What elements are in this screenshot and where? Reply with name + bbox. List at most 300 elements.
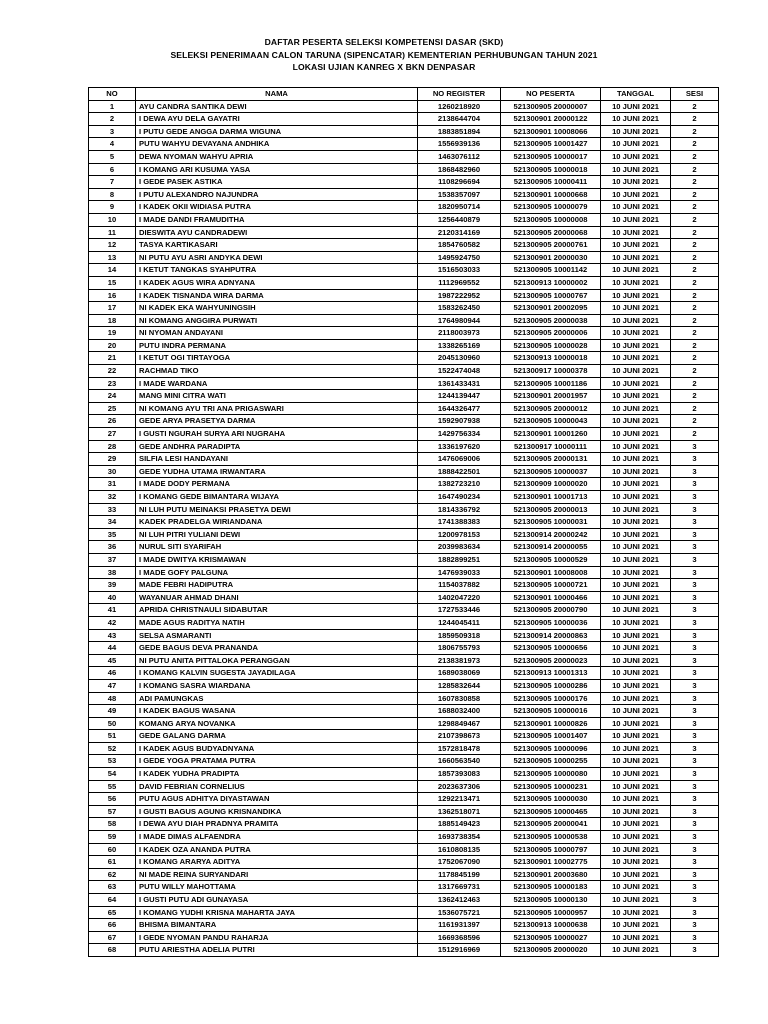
cell-no-peserta: 521300905 20000761 xyxy=(501,239,601,252)
cell-sesi: 3 xyxy=(671,453,719,466)
table-row xyxy=(89,667,719,680)
cell-sesi: 3 xyxy=(671,805,719,818)
cell-no-register: 1859509318 xyxy=(418,629,501,642)
cell-no-register: 2107398673 xyxy=(418,730,501,743)
document-subtitle: SELEKSI PENERIMAAN CALON TARUNA (SIPENCATAR) KEMENTERIAN PERHUBUNGAN TAHUN 2021 xyxy=(170,49,598,60)
table-row xyxy=(89,566,719,579)
cell-sesi: 3 xyxy=(671,894,719,907)
cell-no-peserta: 521300917 10000378 xyxy=(501,365,601,378)
table-row xyxy=(89,138,719,151)
table-row xyxy=(89,931,719,944)
cell-sesi: 3 xyxy=(671,541,719,554)
cell-no-register: 1857393083 xyxy=(418,768,501,781)
cell-no: 9 xyxy=(89,201,136,214)
cell-no-peserta: 521300905 10000018 xyxy=(501,163,601,176)
cell-no: 59 xyxy=(89,831,136,844)
cell-nama: I GUSTI NGURAH SURYA ARI NUGRAHA xyxy=(136,428,418,441)
cell-nama: NI LUH PITRI YULIANI DEWI xyxy=(136,528,418,541)
cell-sesi: 3 xyxy=(671,793,719,806)
cell-sesi: 2 xyxy=(671,239,719,252)
cell-no-peserta: 521300905 10000080 xyxy=(501,768,601,781)
cell-nama: NI MADE REINA SURYANDARI xyxy=(136,868,418,881)
cell-tanggal: 10 JUNI 2021 xyxy=(601,352,671,365)
cell-no-peserta: 521300905 10000529 xyxy=(501,553,601,566)
cell-nama: I DEWA AYU DELA GAYATRI xyxy=(136,113,418,126)
cell-tanggal: 10 JUNI 2021 xyxy=(601,894,671,907)
cell-sesi: 2 xyxy=(671,390,719,403)
cell-sesi: 3 xyxy=(671,579,719,592)
cell-sesi: 3 xyxy=(671,629,719,642)
cell-no: 28 xyxy=(89,440,136,453)
table-row xyxy=(89,390,719,403)
cell-sesi: 2 xyxy=(671,138,719,151)
cell-nama: AYU CANDRA SANTIKA DEWI xyxy=(136,100,418,113)
cell-no: 23 xyxy=(89,377,136,390)
document-title: DAFTAR PESERTA SELEKSI KOMPETENSI DASAR (SKD) xyxy=(264,37,504,47)
cell-no: 49 xyxy=(89,705,136,718)
cell-no-peserta: 521300905 20000013 xyxy=(501,503,601,516)
cell-tanggal: 10 JUNI 2021 xyxy=(601,440,671,453)
cell-no-peserta: 521300901 10000466 xyxy=(501,591,601,604)
cell-no-peserta: 521300917 10000111 xyxy=(501,440,601,453)
cell-no-peserta: 521300901 20002095 xyxy=(501,302,601,315)
cell-no-register: 1362518071 xyxy=(418,805,501,818)
cell-sesi: 2 xyxy=(671,339,719,352)
cell-nama: ADI PAMUNGKAS xyxy=(136,692,418,705)
table-row xyxy=(89,352,719,365)
cell-no-peserta: 521300905 10000079 xyxy=(501,201,601,214)
table-row xyxy=(89,579,719,592)
cell-tanggal: 10 JUNI 2021 xyxy=(601,201,671,214)
cell-no-register: 1987222952 xyxy=(418,289,501,302)
cell-nama: NI KADEK EKA WAHYUNINGSIH xyxy=(136,302,418,315)
cell-no: 4 xyxy=(89,138,136,151)
cell-sesi: 2 xyxy=(671,163,719,176)
cell-sesi: 3 xyxy=(671,503,719,516)
cell-nama: I MADE DODY PERMANA xyxy=(136,478,418,491)
cell-sesi: 3 xyxy=(671,843,719,856)
cell-tanggal: 10 JUNI 2021 xyxy=(601,856,671,869)
cell-sesi: 3 xyxy=(671,667,719,680)
cell-no: 7 xyxy=(89,176,136,189)
cell-no-register: 1244139447 xyxy=(418,390,501,403)
table-row xyxy=(89,503,719,516)
cell-nama: I MADE DWITYA KRISMAWAN xyxy=(136,553,418,566)
cell-no-peserta: 521300913 10000638 xyxy=(501,919,601,932)
cell-sesi: 2 xyxy=(671,314,719,327)
cell-sesi: 2 xyxy=(671,100,719,113)
cell-no-register: 2045130960 xyxy=(418,352,501,365)
cell-sesi: 2 xyxy=(671,150,719,163)
cell-no-peserta: 521300905 10000957 xyxy=(501,906,601,919)
cell-nama: I KADEK OKII WIDIASA PUTRA xyxy=(136,201,418,214)
cell-nama: I KOMANG ARARYA ADITYA xyxy=(136,856,418,869)
cell-tanggal: 10 JUNI 2021 xyxy=(601,465,671,478)
table-row xyxy=(89,213,719,226)
cell-no: 46 xyxy=(89,667,136,680)
table-row xyxy=(89,150,719,163)
cell-tanggal: 10 JUNI 2021 xyxy=(601,717,671,730)
cell-nama: GEDE BAGUS DEVA PRANANDA xyxy=(136,642,418,655)
table-body xyxy=(89,100,719,956)
cell-sesi: 2 xyxy=(671,428,719,441)
cell-no-register: 1244045411 xyxy=(418,616,501,629)
table-row xyxy=(89,742,719,755)
cell-nama: BHISMA BIMANTARA xyxy=(136,919,418,932)
cell-no-register: 1647490234 xyxy=(418,491,501,504)
table-row xyxy=(89,289,719,302)
cell-no-register: 1298849467 xyxy=(418,717,501,730)
cell-sesi: 3 xyxy=(671,818,719,831)
cell-no: 6 xyxy=(89,163,136,176)
cell-no-peserta: 521300905 20000038 xyxy=(501,314,601,327)
cell-no-register: 1883851894 xyxy=(418,125,501,138)
cell-no-peserta: 521300905 10000721 xyxy=(501,579,601,592)
table-row xyxy=(89,881,719,894)
cell-no: 43 xyxy=(89,629,136,642)
cell-no-peserta: 521300901 20003680 xyxy=(501,868,601,881)
cell-nama: NI PUTU AYU ASRI ANDYKA DEWI xyxy=(136,251,418,264)
cell-sesi: 2 xyxy=(671,402,719,415)
cell-tanggal: 10 JUNI 2021 xyxy=(601,742,671,755)
table-row xyxy=(89,780,719,793)
cell-no: 44 xyxy=(89,642,136,655)
cell-no: 11 xyxy=(89,226,136,239)
table-row xyxy=(89,339,719,352)
cell-sesi: 2 xyxy=(671,415,719,428)
cell-no-peserta: 521300901 10000826 xyxy=(501,717,601,730)
cell-no-register: 1495924750 xyxy=(418,251,501,264)
table-row xyxy=(89,642,719,655)
cell-no-register: 1154037882 xyxy=(418,579,501,592)
cell-sesi: 3 xyxy=(671,868,719,881)
cell-nama: PUTU WAHYU DEVAYANA ANDHIKA xyxy=(136,138,418,151)
cell-sesi: 2 xyxy=(671,188,719,201)
cell-sesi: 2 xyxy=(671,201,719,214)
cell-tanggal: 10 JUNI 2021 xyxy=(601,705,671,718)
cell-tanggal: 10 JUNI 2021 xyxy=(601,163,671,176)
table-row xyxy=(89,793,719,806)
cell-nama: I PUTU ALEXANDRO NAJUNDRA xyxy=(136,188,418,201)
cell-sesi: 3 xyxy=(671,780,719,793)
table-row xyxy=(89,906,719,919)
cell-nama: I GEDE NYOMAN PANDU RAHARJA xyxy=(136,931,418,944)
cell-no-register: 1854760582 xyxy=(418,239,501,252)
cell-nama: PUTU INDRA PERMANA xyxy=(136,339,418,352)
cell-nama: KADEK PRADELGA WIRIANDANA xyxy=(136,516,418,529)
cell-no: 14 xyxy=(89,264,136,277)
cell-tanggal: 10 JUNI 2021 xyxy=(601,365,671,378)
cell-no-register: 1361433431 xyxy=(418,377,501,390)
cell-no-register: 1882899251 xyxy=(418,553,501,566)
cell-no-register: 1660563540 xyxy=(418,755,501,768)
cell-no-register: 1814336792 xyxy=(418,503,501,516)
cell-no-peserta: 521300905 10000036 xyxy=(501,616,601,629)
table-row xyxy=(89,377,719,390)
cell-no: 34 xyxy=(89,516,136,529)
column-header-tanggal: TANGGAL xyxy=(601,88,671,101)
cell-no: 15 xyxy=(89,276,136,289)
cell-no-peserta: 521300901 20000030 xyxy=(501,251,601,264)
cell-sesi: 2 xyxy=(671,226,719,239)
cell-sesi: 3 xyxy=(671,465,719,478)
table-row xyxy=(89,100,719,113)
cell-nama: NI PUTU ANITA PITTALOKA PERANGGAN xyxy=(136,654,418,667)
cell-nama: I KOMANG YUDHI KRISNA MAHARTA JAYA xyxy=(136,906,418,919)
cell-nama: I MADE DIMAS ALFAENDRA xyxy=(136,831,418,844)
cell-nama: GEDE YUDHA UTAMA IRWANTARA xyxy=(136,465,418,478)
table-row xyxy=(89,302,719,315)
cell-tanggal: 10 JUNI 2021 xyxy=(601,339,671,352)
cell-no: 51 xyxy=(89,730,136,743)
cell-nama: GEDE GALANG DARMA xyxy=(136,730,418,743)
cell-no: 27 xyxy=(89,428,136,441)
cell-nama: I MADE WARDANA xyxy=(136,377,418,390)
table-row xyxy=(89,705,719,718)
cell-sesi: 3 xyxy=(671,931,719,944)
cell-no-register: 1806755793 xyxy=(418,642,501,655)
cell-no: 57 xyxy=(89,805,136,818)
cell-tanggal: 10 JUNI 2021 xyxy=(601,579,671,592)
table-row xyxy=(89,251,719,264)
cell-no-register: 1572818478 xyxy=(418,742,501,755)
cell-sesi: 2 xyxy=(671,276,719,289)
cell-no-peserta: 521300901 10008008 xyxy=(501,566,601,579)
cell-sesi: 2 xyxy=(671,352,719,365)
column-header-no-peserta: NO PESERTA xyxy=(501,88,601,101)
cell-no-register: 1516503033 xyxy=(418,264,501,277)
cell-nama: I KETUT TANGKAS SYAHPUTRA xyxy=(136,264,418,277)
cell-tanggal: 10 JUNI 2021 xyxy=(601,642,671,655)
table-row xyxy=(89,679,719,692)
cell-no: 25 xyxy=(89,402,136,415)
table-row xyxy=(89,692,719,705)
cell-tanggal: 10 JUNI 2021 xyxy=(601,831,671,844)
cell-no-peserta: 521300905 10000286 xyxy=(501,679,601,692)
cell-no: 35 xyxy=(89,528,136,541)
table-row xyxy=(89,327,719,340)
cell-tanggal: 10 JUNI 2021 xyxy=(601,402,671,415)
cell-no-register: 1476069006 xyxy=(418,453,501,466)
cell-tanggal: 10 JUNI 2021 xyxy=(601,516,671,529)
cell-no-peserta: 521300905 10000027 xyxy=(501,931,601,944)
cell-tanggal: 10 JUNI 2021 xyxy=(601,503,671,516)
cell-sesi: 3 xyxy=(671,553,719,566)
cell-tanggal: 10 JUNI 2021 xyxy=(601,264,671,277)
cell-tanggal: 10 JUNI 2021 xyxy=(601,276,671,289)
cell-sesi: 3 xyxy=(671,755,719,768)
cell-nama: DAVID FEBRIAN CORNELIUS xyxy=(136,780,418,793)
cell-no-register: 1741388383 xyxy=(418,516,501,529)
cell-tanggal: 10 JUNI 2021 xyxy=(601,377,671,390)
cell-sesi: 2 xyxy=(671,251,719,264)
cell-no: 32 xyxy=(89,491,136,504)
cell-sesi: 3 xyxy=(671,768,719,781)
cell-no-register: 1285832644 xyxy=(418,679,501,692)
cell-no-peserta: 521300905 20000068 xyxy=(501,226,601,239)
table-row xyxy=(89,465,719,478)
cell-no-register: 1260218920 xyxy=(418,100,501,113)
cell-no-register: 1476939033 xyxy=(418,566,501,579)
cell-tanggal: 10 JUNI 2021 xyxy=(601,150,671,163)
cell-no-register: 2138381973 xyxy=(418,654,501,667)
cell-nama: I GEDE PASEK ASTIKA xyxy=(136,176,418,189)
cell-no-peserta: 521300905 10000183 xyxy=(501,881,601,894)
cell-no-register: 1317669731 xyxy=(418,881,501,894)
cell-tanggal: 10 JUNI 2021 xyxy=(601,176,671,189)
cell-no: 67 xyxy=(89,931,136,944)
cell-no: 24 xyxy=(89,390,136,403)
cell-tanggal: 10 JUNI 2021 xyxy=(601,125,671,138)
cell-nama: DIESWITA AYU CANDRADEWI xyxy=(136,226,418,239)
table-row xyxy=(89,629,719,642)
cell-sesi: 3 xyxy=(671,944,719,957)
cell-sesi: 3 xyxy=(671,692,719,705)
cell-no-register: 1689038069 xyxy=(418,667,501,680)
cell-no-peserta: 521300905 10000017 xyxy=(501,150,601,163)
cell-nama: PUTU WILLY MAHOTTAMA xyxy=(136,881,418,894)
table-row xyxy=(89,125,719,138)
cell-no-peserta: 521300905 10000656 xyxy=(501,642,601,655)
cell-no: 36 xyxy=(89,541,136,554)
cell-tanggal: 10 JUNI 2021 xyxy=(601,100,671,113)
cell-no: 16 xyxy=(89,289,136,302)
cell-sesi: 3 xyxy=(671,440,719,453)
cell-no-register: 1512916969 xyxy=(418,944,501,957)
table-row xyxy=(89,402,719,415)
cell-sesi: 3 xyxy=(671,906,719,919)
cell-tanggal: 10 JUNI 2021 xyxy=(601,629,671,642)
cell-no-peserta: 521300905 10000028 xyxy=(501,339,601,352)
cell-nama: I KADEK BAGUS WASANA xyxy=(136,705,418,718)
cell-tanggal: 10 JUNI 2021 xyxy=(601,919,671,932)
cell-no-peserta: 521300905 10000255 xyxy=(501,755,601,768)
cell-no-register: 1556939136 xyxy=(418,138,501,151)
cell-no-peserta: 521300914 20000055 xyxy=(501,541,601,554)
cell-no: 39 xyxy=(89,579,136,592)
cell-nama: I MADE GOFY PALGUNA xyxy=(136,566,418,579)
cell-no-register: 1178845199 xyxy=(418,868,501,881)
cell-no: 19 xyxy=(89,327,136,340)
cell-sesi: 3 xyxy=(671,566,719,579)
cell-no-register: 1256440879 xyxy=(418,213,501,226)
cell-no-register: 1820950714 xyxy=(418,201,501,214)
cell-no: 62 xyxy=(89,868,136,881)
table-row xyxy=(89,868,719,881)
cell-no-peserta: 521300901 10001713 xyxy=(501,491,601,504)
cell-nama: SELSA ASMARANTI xyxy=(136,629,418,642)
cell-no-register: 1362412463 xyxy=(418,894,501,907)
cell-no-register: 1607830858 xyxy=(418,692,501,705)
table-header-row xyxy=(89,88,719,101)
cell-sesi: 3 xyxy=(671,705,719,718)
cell-sesi: 3 xyxy=(671,742,719,755)
cell-no-peserta: 521300905 10000016 xyxy=(501,705,601,718)
table-row xyxy=(89,440,719,453)
table-row xyxy=(89,453,719,466)
cell-no-register: 1885149423 xyxy=(418,818,501,831)
cell-no-peserta: 521300905 10001186 xyxy=(501,377,601,390)
cell-nama: NURUL SITI SYARIFAH xyxy=(136,541,418,554)
cell-no: 60 xyxy=(89,843,136,856)
cell-no-register: 1522474048 xyxy=(418,365,501,378)
table-row xyxy=(89,604,719,617)
cell-no: 5 xyxy=(89,150,136,163)
cell-no-peserta: 521300905 10000411 xyxy=(501,176,601,189)
cell-nama: NI NYOMAN ANDAYANI xyxy=(136,327,418,340)
cell-sesi: 2 xyxy=(671,213,719,226)
table-row xyxy=(89,201,719,214)
cell-nama: MANG MINI CITRA WATI xyxy=(136,390,418,403)
table-row xyxy=(89,478,719,491)
cell-no-peserta: 521300905 20000790 xyxy=(501,604,601,617)
cell-nama: NI KOMANG AYU TRI ANA PRIGASWARI xyxy=(136,402,418,415)
cell-sesi: 3 xyxy=(671,831,719,844)
cell-no-peserta: 521300905 10000176 xyxy=(501,692,601,705)
cell-nama: PUTU AGUS ADHITYA DIYASTAWAN xyxy=(136,793,418,806)
cell-no: 65 xyxy=(89,906,136,919)
cell-tanggal: 10 JUNI 2021 xyxy=(601,541,671,554)
cell-tanggal: 10 JUNI 2021 xyxy=(601,868,671,881)
cell-nama: I KOMANG GEDE BIMANTARA WIJAYA xyxy=(136,491,418,504)
table-row xyxy=(89,264,719,277)
cell-tanggal: 10 JUNI 2021 xyxy=(601,591,671,604)
cell-no-register: 1610808135 xyxy=(418,843,501,856)
cell-no: 18 xyxy=(89,314,136,327)
cell-tanggal: 10 JUNI 2021 xyxy=(601,679,671,692)
table-row xyxy=(89,616,719,629)
cell-no-peserta: 521300905 10000031 xyxy=(501,516,601,529)
cell-no: 8 xyxy=(89,188,136,201)
cell-sesi: 3 xyxy=(671,491,719,504)
cell-nama: NI KOMANG ANGGIRA PURWATI xyxy=(136,314,418,327)
cell-no-register: 1764980944 xyxy=(418,314,501,327)
cell-tanggal: 10 JUNI 2021 xyxy=(601,213,671,226)
document-header xyxy=(0,36,768,74)
cell-nama: RACHMAD TIKO xyxy=(136,365,418,378)
cell-sesi: 2 xyxy=(671,302,719,315)
table-row xyxy=(89,276,719,289)
cell-nama: WAYANUAR AHMAD DHANI xyxy=(136,591,418,604)
cell-no: 37 xyxy=(89,553,136,566)
table-row xyxy=(89,415,719,428)
cell-no-peserta: 521300901 10001260 xyxy=(501,428,601,441)
table-row xyxy=(89,717,719,730)
cell-nama: I GEDE YOGA PRATAMA PUTRA xyxy=(136,755,418,768)
cell-no-peserta: 521300901 10000668 xyxy=(501,188,601,201)
cell-sesi: 3 xyxy=(671,919,719,932)
cell-no: 64 xyxy=(89,894,136,907)
cell-no-register: 1669368596 xyxy=(418,931,501,944)
cell-no-peserta: 521300905 20000006 xyxy=(501,327,601,340)
cell-no: 45 xyxy=(89,654,136,667)
cell-nama: I KOMANG KALVIN SUGESTA JAYADILAGA xyxy=(136,667,418,680)
cell-no-register: 1727533446 xyxy=(418,604,501,617)
table-row xyxy=(89,730,719,743)
table-row xyxy=(89,805,719,818)
cell-tanggal: 10 JUNI 2021 xyxy=(601,843,671,856)
cell-sesi: 2 xyxy=(671,377,719,390)
cell-no-peserta: 521300905 20000041 xyxy=(501,818,601,831)
cell-no: 17 xyxy=(89,302,136,315)
cell-no: 68 xyxy=(89,944,136,957)
cell-no-peserta: 521300905 10001427 xyxy=(501,138,601,151)
cell-tanggal: 10 JUNI 2021 xyxy=(601,616,671,629)
cell-no-register: 1112969552 xyxy=(418,276,501,289)
cell-nama: PUTU ARIESTHA ADELIA PUTRI xyxy=(136,944,418,957)
table-row xyxy=(89,528,719,541)
cell-no-register: 2023637306 xyxy=(418,780,501,793)
